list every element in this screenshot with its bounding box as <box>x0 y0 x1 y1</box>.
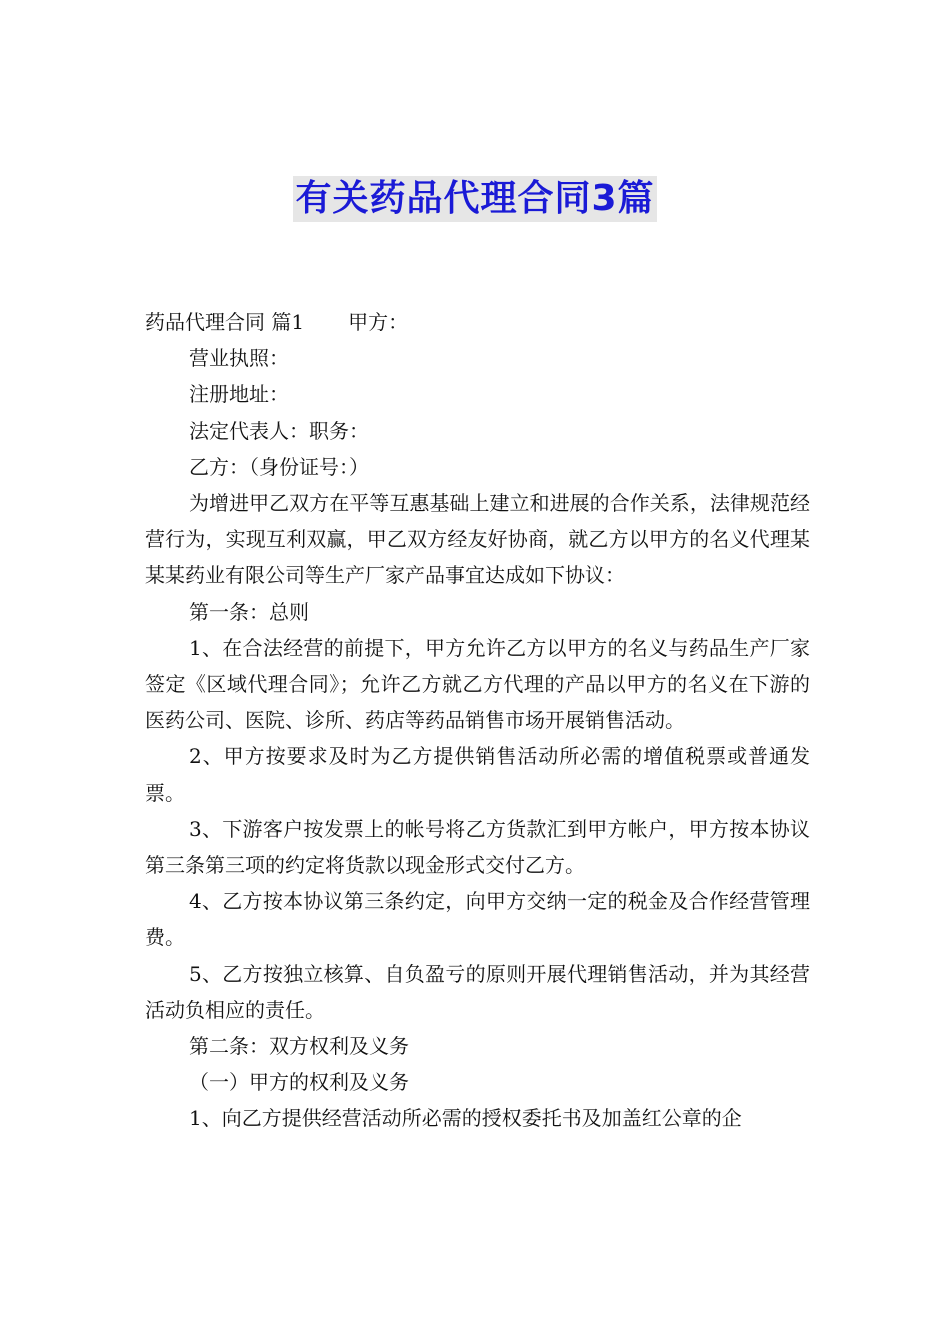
document-title: 有关药品代理合同3篇 <box>293 176 656 222</box>
article-2-clause-1: 1、向乙方提供经营活动所必需的授权委托书及加盖红公章的企 <box>189 1106 742 1131</box>
article-1-clause-5: 5、乙方按独立核算、自负盈亏的原则开展代理销售活动，并为其经营活动负相应的责任。 <box>145 961 810 1022</box>
legal-representative-line: 法定代表人：职务： <box>189 418 369 443</box>
section-1-heading: （一）甲方的权利及义务 <box>189 1070 409 1095</box>
intro-line <box>145 304 810 340</box>
article-2-heading: 第二条：双方权利及义务 <box>189 1034 409 1059</box>
article-1-clause-3: 3、下游客户按发票上的帐号将乙方货款汇到甲方帐户，甲方按本协议第三条第三项的约定将货款以现金形式交付乙方。 <box>145 816 810 878</box>
party-b-line: 乙方：（身份证号：） <box>189 454 369 479</box>
article-1-clause-1: 1、在合法经营的前提下，甲方允许乙方以甲方的名义与药品生产厂家签定《区域代理合同》；允许乙方就乙方代理的产品以甲方的名义在下游的医药公司、医院、诊所、药店等药品销售市场开展销售活动。 <box>145 635 810 733</box>
article-1-clause-2: 2、甲方按要求及时为乙方提供销售活动所必需的增值税票或普通发票。 <box>145 744 810 805</box>
contract-heading: 药品代理合同 篇1 <box>145 310 305 334</box>
business-license-line: 营业执照： <box>189 346 289 371</box>
title-container <box>0 176 950 222</box>
article-1-heading: 第一条：总则 <box>189 599 309 624</box>
document-body <box>145 304 810 1137</box>
preamble-paragraph: 为增进甲乙双方在平等互惠基础上建立和进展的合作关系，法律规范经营行为，实现互利双赢，甲乙双方经友好协商，就乙方以甲方的名义代理某某某药业有限公司等生产厂家产品事宜达成如下协议： <box>145 491 810 588</box>
registered-address-line: 注册地址： <box>189 382 289 407</box>
party-a-label: 甲方： <box>348 310 409 334</box>
article-1-clause-4: 4、乙方按本协议第三条约定，向甲方交纳一定的税金及合作经营管理费。 <box>145 889 810 950</box>
